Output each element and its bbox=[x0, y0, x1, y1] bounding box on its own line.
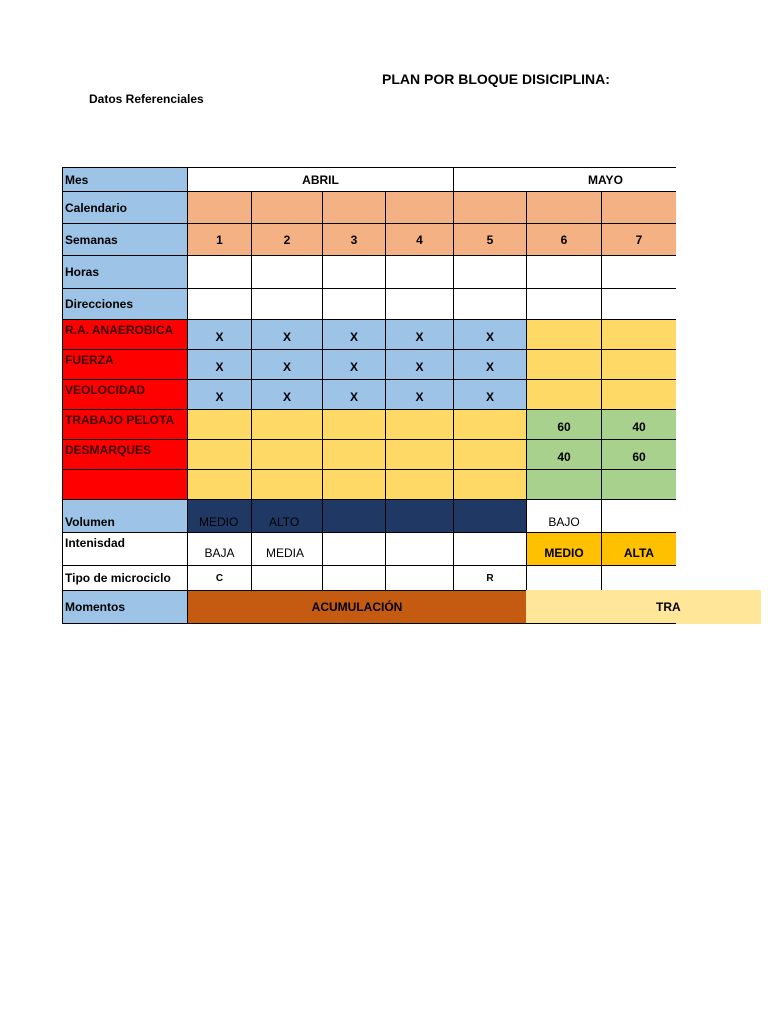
mark-x: X bbox=[453, 319, 527, 350]
fill-cell bbox=[251, 439, 323, 470]
mark-x: X bbox=[322, 379, 386, 410]
hours-cell bbox=[322, 255, 386, 289]
volume-cell bbox=[453, 499, 527, 533]
direction-cell bbox=[251, 288, 323, 320]
row-label-ra-anaerobica: R.A. ANAEROBICA bbox=[62, 319, 188, 350]
fill-cell bbox=[385, 439, 454, 470]
percent-value: 60 bbox=[601, 439, 676, 470]
calendar-cell bbox=[601, 191, 676, 224]
microcycle-cell bbox=[251, 565, 323, 591]
fill-cell bbox=[251, 469, 323, 500]
week-number: 6 bbox=[526, 223, 602, 256]
week-number: 3 bbox=[322, 223, 386, 256]
mark-x: X bbox=[453, 379, 527, 410]
mark-x: X bbox=[187, 379, 252, 410]
fill-cell bbox=[385, 409, 454, 440]
fill-cell bbox=[526, 319, 602, 350]
week-number: 4 bbox=[385, 223, 454, 256]
phase-transformacion: TRA bbox=[526, 590, 761, 624]
week-number: 2 bbox=[251, 223, 323, 256]
mark-x: X bbox=[322, 319, 386, 350]
row-label-horas: Horas bbox=[62, 255, 188, 289]
row-label-velocidad: VEOLOCIDAD bbox=[62, 379, 188, 410]
microcycle-cell bbox=[322, 565, 386, 591]
intensity-cell bbox=[385, 532, 454, 566]
hours-cell bbox=[187, 255, 252, 289]
hours-cell bbox=[251, 255, 323, 289]
mark-x: X bbox=[251, 379, 323, 410]
fill-cell bbox=[453, 469, 527, 500]
volume-value: MEDIO bbox=[187, 499, 252, 533]
mark-x: X bbox=[251, 319, 323, 350]
percent-value: 40 bbox=[601, 409, 676, 440]
row-label-empty bbox=[62, 469, 188, 500]
fill-cell bbox=[601, 379, 676, 410]
microcycle-cell bbox=[526, 565, 602, 591]
row-label-calendario: Calendario bbox=[62, 191, 188, 224]
row-label-direcciones: Direcciones bbox=[62, 288, 188, 320]
mark-x: X bbox=[187, 319, 252, 350]
fill-cell bbox=[385, 469, 454, 500]
direction-cell bbox=[601, 288, 676, 320]
fill-cell bbox=[526, 349, 602, 380]
volume-cell bbox=[385, 499, 454, 533]
calendar-cell bbox=[322, 191, 386, 224]
row-label-momentos: Momentos bbox=[62, 590, 188, 624]
border-line bbox=[526, 623, 676, 624]
mark-x: X bbox=[385, 379, 454, 410]
row-label-tipo-microciclo: Tipo de microciclo bbox=[62, 565, 188, 591]
fill-cell bbox=[601, 349, 676, 380]
phase-acumulacion: ACUMULACIÓN bbox=[187, 590, 527, 624]
subtitle: Datos Referenciales bbox=[89, 92, 204, 106]
mark-x: X bbox=[385, 349, 454, 380]
intensity-cell bbox=[453, 532, 527, 566]
intensity-cell bbox=[322, 532, 386, 566]
hours-cell bbox=[385, 255, 454, 289]
intensity-value: MEDIO bbox=[526, 532, 602, 566]
intensity-value: BAJA bbox=[187, 532, 252, 566]
hours-cell bbox=[453, 255, 527, 289]
mark-x: X bbox=[251, 349, 323, 380]
fill-cell bbox=[322, 439, 386, 470]
week-number: 7 bbox=[601, 223, 676, 256]
direction-cell bbox=[453, 288, 527, 320]
fill-cell bbox=[251, 409, 323, 440]
microcycle-value: C bbox=[187, 565, 252, 591]
fill-cell bbox=[601, 319, 676, 350]
hours-cell bbox=[601, 255, 676, 289]
microcycle-cell bbox=[601, 565, 676, 591]
percent-value: 40 bbox=[526, 439, 602, 470]
mark-x: X bbox=[385, 319, 454, 350]
row-label-trabajo-pelota: TRABAJO PELOTA bbox=[62, 409, 188, 440]
fill-cell bbox=[526, 379, 602, 410]
fill-cell bbox=[187, 409, 252, 440]
fill-cell bbox=[453, 439, 527, 470]
direction-cell bbox=[187, 288, 252, 320]
intensity-value: MEDIA bbox=[251, 532, 323, 566]
direction-cell bbox=[322, 288, 386, 320]
month-mayo: MAYO bbox=[453, 167, 676, 192]
volume-value: BAJO bbox=[526, 499, 602, 533]
month-abril: ABRIL bbox=[187, 167, 454, 192]
mark-x: X bbox=[187, 349, 252, 380]
calendar-cell bbox=[385, 191, 454, 224]
row-label-intensidad: Intenisdad bbox=[62, 532, 188, 566]
intensity-value: ALTA bbox=[601, 532, 676, 566]
microcycle-cell bbox=[385, 565, 454, 591]
page-title: PLAN POR BLOQUE DISICIPLINA: bbox=[382, 71, 610, 87]
calendar-cell bbox=[453, 191, 527, 224]
fill-cell bbox=[187, 439, 252, 470]
calendar-cell bbox=[187, 191, 252, 224]
percent-value: 60 bbox=[526, 409, 602, 440]
volume-cell bbox=[322, 499, 386, 533]
fill-cell bbox=[322, 469, 386, 500]
hours-cell bbox=[526, 255, 602, 289]
fill-cell bbox=[453, 409, 527, 440]
row-label-volumen: Volumen bbox=[62, 499, 188, 533]
calendar-cell bbox=[526, 191, 602, 224]
direction-cell bbox=[385, 288, 454, 320]
week-number: 5 bbox=[453, 223, 527, 256]
fill-cell bbox=[322, 409, 386, 440]
calendar-cell bbox=[251, 191, 323, 224]
fill-cell bbox=[526, 469, 602, 500]
volume-cell bbox=[601, 499, 676, 533]
fill-cell bbox=[187, 469, 252, 500]
mark-x: X bbox=[453, 349, 527, 380]
row-label-fuerza: FUERZA bbox=[62, 349, 188, 380]
microcycle-value: R bbox=[453, 565, 527, 591]
volume-value: ALTO bbox=[251, 499, 323, 533]
row-label-desmarques: DESMARQUES bbox=[62, 439, 188, 470]
row-label-mes: Mes bbox=[62, 167, 188, 192]
direction-cell bbox=[526, 288, 602, 320]
row-label-semanas: Semanas bbox=[62, 223, 188, 256]
mark-x: X bbox=[322, 349, 386, 380]
fill-cell bbox=[601, 469, 676, 500]
week-number: 1 bbox=[187, 223, 252, 256]
